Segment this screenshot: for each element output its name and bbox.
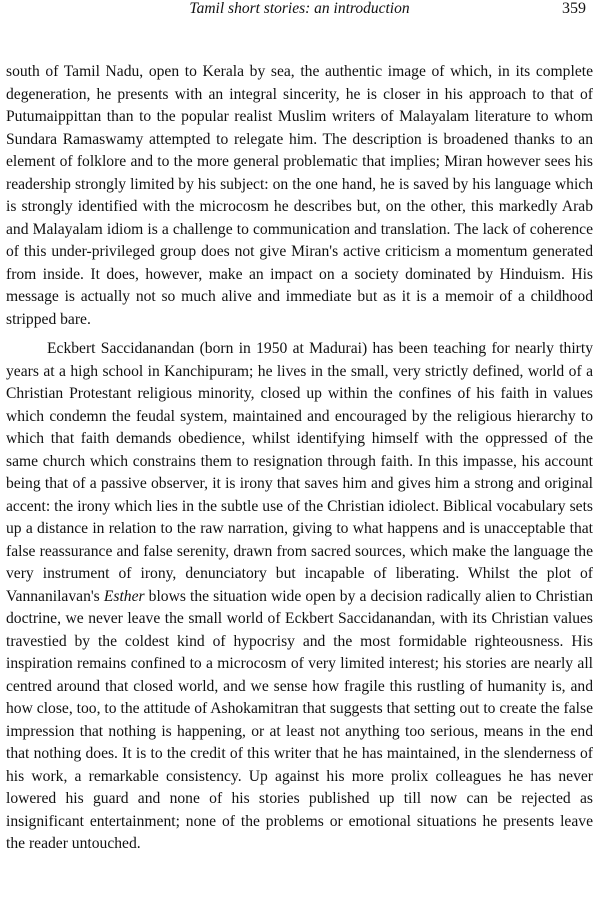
paragraph-text-before-title: Eckbert Saccidanandan (born in 1950 at Madurai) has been teaching for nearly thirty years at a high school in Kanchipuram; he lives in the small, very strictly defined, world of a Christian Protestant religious minority, closed up within the confines of his faith in values which condemn the feudal system, maintained and encouraged by the religious hierarchy to which that faith demands obedience, whilst identifying himself with the oppressed of the same church which constrains them to resignation through faith. In this impasse, his account being that of a passive observer, it is irony that saves him and gives him a strong and original accent: the irony which lies in the subtle use of the Christian idiolect. Biblical vocabulary sets up a distance in relation to the raw narration, giving to what happens and is unacceptable that false reassurance and false serenity, drawn from sacred sources, which make the language the very instrument of irony, denunciatory but incapable of liberating. Whilst the plot of Vannanilavan's bbox=[6, 340, 593, 605]
running-header bbox=[6, 0, 593, 22]
running-header-title: Tamil short stories: an introduction bbox=[189, 0, 410, 17]
paragraph-saccidanandan bbox=[6, 338, 593, 856]
body-text bbox=[6, 61, 593, 856]
book-title-esther: Esther bbox=[103, 587, 145, 605]
paragraph-continued: south of Tamil Nadu, open to Kerala by sea, the authentic image of which, in its complete degeneration, he presents with an integral sincerity, he is closer in his approach to that of Putumaippittan than to the popular realist Muslim writers of Malayalam literature to whom Sundara Ramaswamy attempted to relegate him. The description is broadened thanks to an element of folklore and to the more general problematic that implies; Miran however sees his readership strongly limited by his subject: on the one hand, he is saved by his language which is strongly identified with the microcosm he describes but, on the other, this markedly Arab and Malayalam idiom is a challenge to communication and translation. The lack of coherence of this under-privileged group does not give Miran's active criticism a momentum generated from inside. It does, however, make an impact on a society dominated by Hinduism. His message is actually not so much alive and immediate but as it is a memoir of a childhood stripped bare. bbox=[6, 63, 593, 328]
page-number: 359 bbox=[562, 0, 586, 17]
paragraph-text-after-title: blows the situation wide open by a decision radically alien to Christian doctrine, we never leave the small world of Eckbert Saccidanandan, with its Christian values travestied by the coldest kind of hypocrisy and the most formidable righteousness. His inspiration remains confined to a microcosm of very limited interest; his stories are nearly all centred around that closed world, and we sense how fragile this rustling of humanity is, and how close, too, to the attitude of Ashokamitran that suggests that setting out to create the false impression that nothing is happening, or at least not anything too serious, means in the end that nothing does. It is to the credit of this writer that he has maintained, in the slenderness of his work, a remarkable consistency. Up against his more prolix colleagues he has never lowered his guard and none of his stories published up till now can be rejected as insignificant entertainment; none of the problems or emotional situations he presents leave the reader untouched. bbox=[6, 587, 593, 852]
